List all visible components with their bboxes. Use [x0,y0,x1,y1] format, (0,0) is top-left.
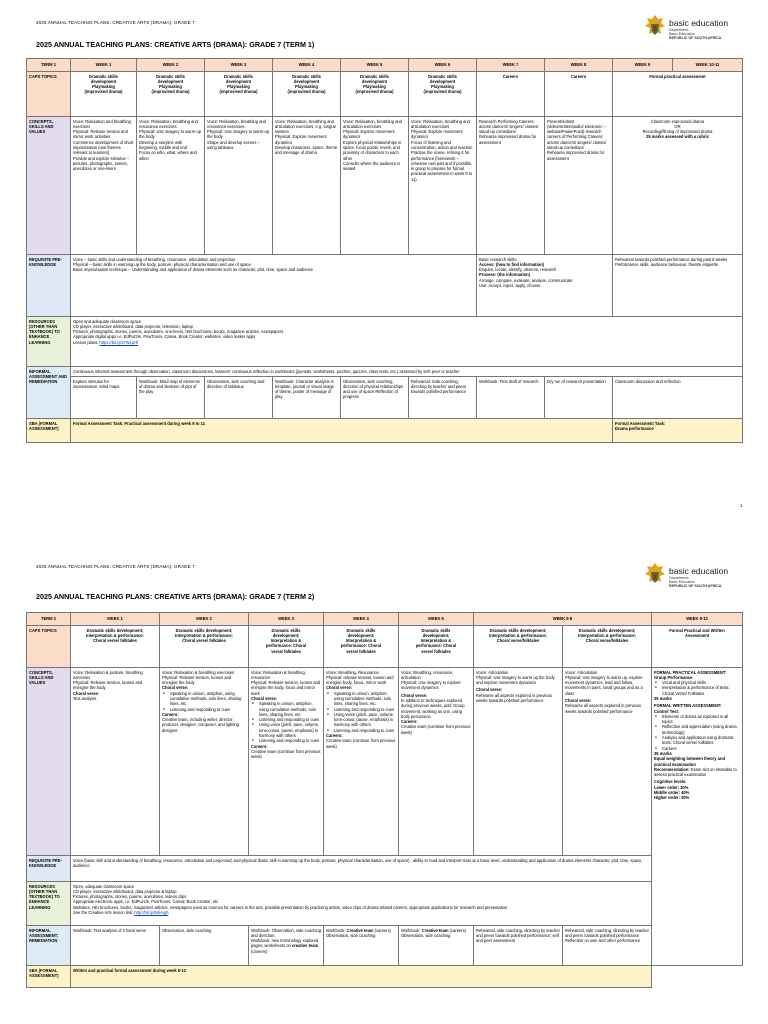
header-week-3: WEEK 3 [249,613,324,626]
informal-intro-row [27,367,743,377]
logo-line-2: Basic Education [669,580,695,584]
row-label-concepts: CONCEPTS, SKILLS AND VALUES [27,668,71,856]
running-header: 2025 ANNUAL TEACHING PLANS: CREATIVE ARTS (DRAMA): GRADE 7 [36,20,195,25]
requisite-weeks-7-8: Basic research skills: Access: (how to find information) Enquire, locate, identify, observe, research Process: (the information) Arrange, compare, evaluate, analyse, communicate Use: Accept, reject, apply, choose [477,255,613,317]
concepts-week-9-12: FORMAL PRACTICAL ASSESSMENT: Group Performance ● Vocal and physical skills ● Interpretation & performance of texts: Choral Verse/ Folktales 25 marks FORMAL WRITTEN ASSESSMENT: Control Test: ● Elements of drama as explored in all topics ● Reflection and appreciation (using drama terminology) ● Analysis and application using dramatic texts: Choral verse/ folktales ● Careers 25 marks Equal weighting between theory and practical examination Recommendation: Exam slot on timetable to assess practical examination Cognitive levels: Lower order: 30% Middle order: 40% Higher order: 30% [652,668,743,966]
page-title: 2025 ANNUAL TEACHING PLANS: CREATIVE ARTS (DRAMA): GRADE 7 (TERM 2) [36,592,315,601]
resources-row [27,882,743,926]
header-week-2: WEEK 2 [137,59,205,72]
running-header: 2025 ANNUAL TEACHING PLANS: CREATIVE ARTS (DRAMA): GRADE 7 [36,564,195,569]
sba-weeks-1-8: Written and practical formal assessment during week 9-12 [71,966,652,988]
resources-weeks-1-8: Open, adequate classroom space CD player, interactive whiteboard, data projector & laptop Pictures, photographs, stories, poems, anecdotes, videos clips Appropriate electronic apps, i.e. EdPuzzle, PowToons; Canva; Book Creator, etc. Websites, HEI brochures, books, magazines articles, newspapers used as sources for careers in the arts, possible presentation by practising artists, video clips of drama related careers; appropriate applications for research and presentation See the Creative Arts lesson link: http://bit.ly/3sliAigh [71,882,652,926]
logo-line-1: Department: [669,28,689,32]
term-1-plan-table [26,58,743,443]
caps-week-2: Dramatic skills development Playmaking (improvised drama) [137,72,205,117]
row-label-caps: CAPS TOPICS [27,626,71,668]
row-label-informal: INFORMAL ASSESSMENT AND REMEDIATION [27,367,71,419]
sba-row [27,966,743,988]
header-week-1: WEEK 1 [71,59,137,72]
header-week-5: WEEK 5 [341,59,409,72]
page-title: 2025 ANNUAL TEACHING PLANS: CREATIVE ARTS (DRAMA): GRADE 7 (TERM 1) [36,40,315,49]
caps-week-3: Dramatic skills development Playmaking (improvised drama) [205,72,273,117]
informal-week-1: Explore stimulus for improvisation: Mind maps [71,377,137,419]
logo-brand: basic education [669,18,729,28]
header-week-1: WEEK 1 [71,613,160,626]
informal-week-5: Workbook: Creative team (careers) Observation, side coaching [399,926,474,966]
caps-week-6: Dramatic skills development; Interpretation & performance; Choral verse/folktales [474,626,563,668]
caps-week-8: Careers [545,72,613,117]
concepts-week-6: Voice: Articulation Physical: Use imagery to warm up the body and explore movement dynamics Choral verse: Rehearse all aspects explored in previous weeks towards polished performance [474,668,563,856]
concepts-row [27,668,743,856]
caps-week-7: Careers [477,72,545,117]
header-week-2: WEEK 2 [160,613,249,626]
concepts-week-2: Voice: Relaxation & breathing exercises Physical: Release tension, loosen and energise the body Choral verse: ● Speaking in unison, antiphon, using cumulative methods, solo lines, sharing lines, etc. ● Listening and responding to cues Careers: Creative team, including writer, director, producer, designer, composer, and lighting designer [160,668,249,856]
caps-week-9-12: Formal Practical and Written Assessment [652,626,743,668]
informal-week-7-8: Rehearsal, side coaching, directing by teacher and peers towards polished performance Reflection on own and other performance [563,926,652,966]
concepts-row [27,117,743,255]
basic-education-logo [644,562,760,588]
concepts-week-7-8: Voice: Articulation Physical: Use imagery to warm up, explore movement dynamics, lead and follow, movements in pairs, small groups and as a class Choral verse: Rehearse all aspects explored in previous weeks towards polished performance [563,668,652,856]
informal-week-6: Rehearsal, side coaching, directing by teacher and peers towards polished performance; self and peer assessment [474,926,563,966]
page-term-2 [0,548,768,1024]
informal-week-3: Workbook: Observation, side coaching and direction. Workbook: new terminology explored pages, worksheets on creative team (careers) [249,926,324,966]
caps-week-4: Dramatic skills development; Interpretation & performance: Choral verse/ folktales [324,626,399,668]
row-label-requisite: REQUISITE PRE-KNOWLEDGE [27,856,71,882]
caps-week-5: Dramatic skills development; Interpretation & performance: Choral verse/ folktales [399,626,474,668]
row-label-caps: CAPS TOPICS [27,72,71,117]
requisite-weeks-9-11: Rehearsal towards polished performance during past 8 weeks Performance skills, audience behaviour, theatre etiquette [613,255,743,317]
concepts-week-5: Voice: Breathing, resonance, articulation Physical: Use imagery to explore movement dynamics Choral verse: In addition to techniques explored during previous weeks, add: Group movement, working as one, using body percussion Careers: Creative team (continue from previous week) [399,668,474,856]
concepts-week-3: Voice: Relaxation & breathing, resonance Physical: Release tension, loosen and energise the body, focus and mirror work Choral verse: ● Speaking in unison, antiphon, using cumulative methods, solo lines, sharing lines, etc. ● Listening and responding to cues ● Using voice (pitch, pace, volume, tone-colour, pause, emphasis) in harmony with others ● Listening and responding to cues Careers: Creative team (continue from previous week) [249,668,324,856]
header-week-4: WEEK 4 [273,59,341,72]
creative-arts-lesson-link[interactable]: http://bit.ly/3sliAigh [134,909,169,915]
concepts-week-1: Voice: Relaxation & posture, breathing exercises Physical: Release tension, loosen and energise the body Choral verse: Text analysis [71,668,160,856]
informal-week-1: Workbook: Text analysis of Choral verse [71,926,160,966]
header-week-4: WEEK 4 [324,613,399,626]
row-label-resources: RESOURCES (OTHER THAN TEXTBOOK) TO ENHANCE LEARNING [27,882,71,926]
header-week-6-8: WEEK 6-8 [474,613,652,626]
caps-topics-row [27,626,743,668]
logo-line-1: Department: [669,576,689,580]
requisite-row [27,856,743,882]
header-week-9-12: WEEK 9-12 [652,613,743,626]
informal-week-8: Dry run of research presentation [545,377,613,419]
informal-week-4: Workbook: Character analysis in template, journal or visual image of theme, poster of message of play [273,377,341,419]
informal-week-4: Workbook: Creative team (careers) Observation, side coaching [324,926,399,966]
informal-week-5: Observation, side coaching, direction of physical relationships and use of space Reflection of progress [341,377,409,419]
header-week-3: WEEK 3 [205,59,273,72]
requisite-row [27,255,743,317]
header-week-5: WEEK 5 [399,613,474,626]
informal-intro: Continuous informal assessment through observation, classroom discussions, learners' continuous reflection in workbooks (journals, worksheets, puzzles, quizzes, class tests, etc.) assessed by self, peer or teacher [71,367,743,377]
logo-brand: basic education [669,566,729,576]
caps-week-3: Dramatic skills development; Interpretation & performance: Choral verse/ folktales [249,626,324,668]
row-label-concepts: CONCEPTS, SKILLS AND VALUES [27,117,71,255]
concepts-week-6: Voice: Relaxation, breathing and articulation exercises Physical: Explore movement dynamics Focus of listening and concentration, action and reaction Practise the scene, refining it for performance (homework – rehearse own part and if possible, in group to prepare for formal practical assessment in week 9 to 11) [409,117,477,255]
concepts-week-1: Voice: Relaxation and breathing exercises Physical: Release tension and mirror work activities Commence development of short improvisation (use themes relevant to learners) Provide and explore stimulus – pictures, photographs, stories, anecdotes or one-liners [71,117,137,255]
concepts-week-3: Voice: Relaxation, breathing and resonance exercises Physical: Use imagery to warm-up the body Shape and develop scenes – using tableaux [205,117,273,255]
row-label-informal: INFORMAL ASSESSMENT; REMEDIATION [27,926,71,966]
header-term: TERM 2 [27,613,71,626]
informal-week-6: Rehearsal: Side coaching, directing by teacher and peers towards polished performance [409,377,477,419]
concepts-week-4: Voice: Breathing, Resonance Physical: release tension, loosen and energise body, focus, mirror work Choral verse: ● Speaking in unison, antiphon, using cumulative methods, solo lines, sharing lines, etc. ● Listening and responding to cues ● Using voice (pitch, pace, volume, tone-colour, pause, emphasis) in harmony with others ● Listening and responding to cues Careers: Creative team (continue from previous week) [324,668,399,856]
resources-all-weeks: Open and adequate classroom space CD player, interactive whiteboard, data projector, television, laptop Pictures, photographs, stories, poems, anecdotes, one-liners, HEI brochures, books, magazine articles, newspapers Appropriate digital apps i.e. EdPuzzle, PowToons, Canva, Book Creator, websites, video maker apps Lesson plans: https://bit.ly/37WLpHf [71,317,743,367]
header-term: TERM 1 [27,59,71,72]
logo-line-2: Basic Education [669,32,695,36]
resources-row [27,317,743,367]
concepts-week-5: Voice: Relaxation, breathing and articulation exercises Physical: Explore movement dynamics Explore physical relationships in space, focus points, levels, and proximity of characters to each other Consider where the audience is seated [341,117,409,255]
informal-week-2: Workbook: Mind map of elements of drama and skeleton of plot of the play [137,377,205,419]
requisite-weeks-1-8: Voice (basic skill and understanding of breathing, resonance, articulation and projection) and physical (basic skill in warming up the body, posture, physical characterisation, use of space) , ability to read and interpret texts at a basic level, understanding and application of drama elements character, plot, time, space, audience [71,856,652,882]
basic-education-logo [644,14,760,40]
row-label-requisite: REQUISITE PRE-KNOWLEDGE [27,255,71,317]
sba-weeks-9-11: Formal Assessment Task: Drama performance [613,419,743,443]
caps-week-5: Dramatic skills development Playmaking (improvised drama) [341,72,409,117]
coat-of-arms-icon [644,562,666,586]
header-week-10-11: WEEK 10-11 [673,59,743,72]
caps-week-4: Dramatic skills development Playmaking (improvised drama) [273,72,341,117]
informal-week-3: Observation, side coaching and direction of tableaux [205,377,273,419]
header-week-7: WEEK 7 [477,59,545,72]
concepts-week-2: Voice: Relaxation, breathing and resonance exercises Physical: Use imagery to warm-up the body Develop a storyline with beginning, middle and end Focus on who, what, where and when [137,117,205,255]
caps-week-1: Dramatic skills development; Interpretation & performance: Choral verse/ folktales [71,626,160,668]
requisite-weeks-1-6: Voice – basic skills and understanding of breathing, resonance, articulation and projection Physical – basic skills in warming up the body, posture, physical characterisation and use of space Basic improvisation technique – Understanding and application of drama elements such as character, plot, time, space and audience [71,255,477,317]
caps-week-7-8: Dramatic skills development; Interpretation & performance; Choral verse/folktales [563,626,652,668]
sba-row [27,419,743,443]
header-week-6: WEEK 6 [409,59,477,72]
informal-week-2: Observation, side coaching [160,926,249,966]
header-week-9: WEEK 9 [613,59,673,72]
table-header-row [27,59,743,72]
caps-week-9-11: Formal practical assessment [613,72,743,117]
informal-row [27,377,743,419]
row-label-sba: SBA (FORMAL ASSESSMENT) [27,966,71,988]
table-header-row [27,613,743,626]
coat-of-arms-icon [644,14,666,38]
page-number: 1 [740,503,743,508]
caps-topics-row [27,72,743,117]
informal-week-7: Workbook: First draft of research. [477,377,545,419]
concepts-week-8: Present/submit (video/written/audio/ electronic – website/PowerPoint) research careers of Performing Careers: actors/ dancers/ singers/ clowns/ stand-up comedians Rehearse improvised drama for assessment [545,117,613,255]
row-label-resources: RESOURCES (OTHER THAN TEXTBOOK) TO ENHANCE LEARNING [27,317,71,367]
term-2-plan-table [26,612,743,988]
concepts-week-4: Voice: Relaxation, breathing and articulation exercises, e.g. tongue twisters Physical: Explore movement dynamics Develop characters, space, theme and message of drama [273,117,341,255]
logo-line-3: REPUBLIC OF SOUTH AFRICA [669,36,722,40]
row-label-sba: SBA (FORMAL ASSESSMENT) [27,419,71,443]
informal-row [27,926,743,966]
lesson-plans-link[interactable]: https://bit.ly/37WLpHf [99,339,139,345]
header-week-8: WEEK 8 [545,59,613,72]
concepts-week-7: Research Performing Careers: actors/ dancers/ singers/ clowns/ stand-up comedians Rehearse improvised drama for assessment [477,117,545,255]
caps-week-1: Dramatic skills development Playmaking (improvised drama) [71,72,137,117]
caps-week-2: Dramatic skills development; Interpretation & performance: Choral verse/ folktales [160,626,249,668]
caps-week-6: Dramatic skills development Playmaking (improvised drama) [409,72,477,117]
concepts-week-9-11: Classroom improvised drama OR Recording/filming of improvised drama 25 marks assessed with a rubric [613,117,743,255]
logo-line-3: REPUBLIC OF SOUTH AFRICA [669,584,722,588]
sba-weeks-1-8: Formal Assessment Task: Practical assessment during week 9 to 11 [71,419,613,443]
informal-week-9-11: Classroom discussion and reflection [613,377,743,419]
